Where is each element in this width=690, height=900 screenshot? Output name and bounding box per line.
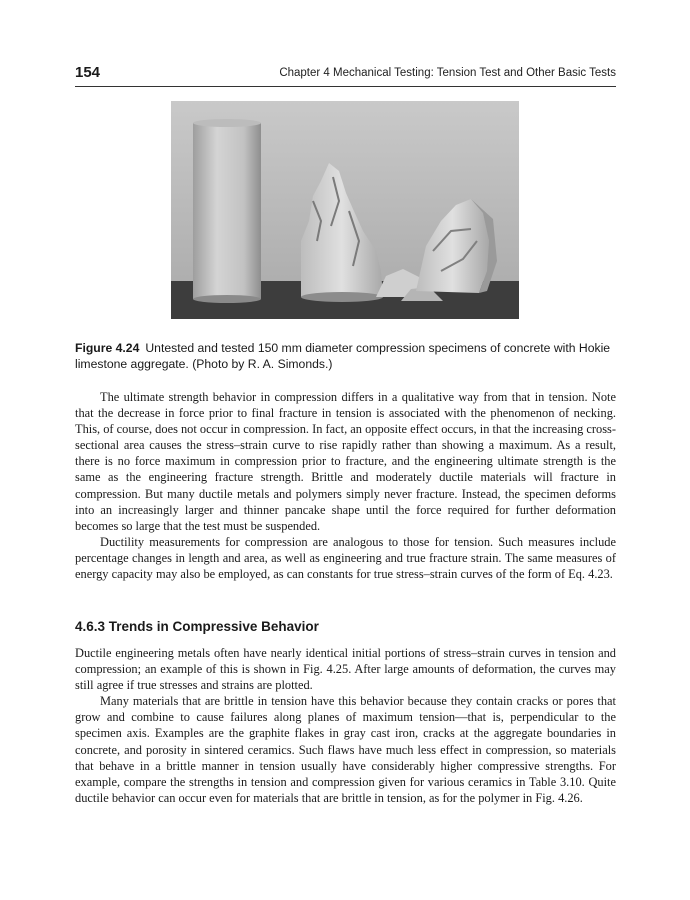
- page-number: 154: [75, 64, 101, 81]
- section-heading: 4.6.3 Trends in Compressive Behavior: [75, 619, 319, 634]
- figure-caption: [75, 340, 616, 372]
- paragraph: Many materials that are brittle in tension have this behavior because they contain cracks or pores that grow and combine to cause failures along planes of maximum tension—that is, perpendicular to the specimen axis. Examples are the graphite flakes in gray cast iron, cracks at the aggregate boundaries in concrete, and porosity in sintered ceramics. Such flaws have much less effect in compression, so materials that behave in a brittle manner in tension usually have considerably higher compressive strengths. For example, compare the strengths in tension and compression given for various ceramics in Table 3.10. Quite ductile behavior can occur even for materials that are brittle in tension, as for the polymer in Fig. 4.26.: [75, 694, 616, 805]
- running-title: Chapter 4 Mechanical Testing: Tension Test and Other Basic Tests: [279, 67, 616, 79]
- paragraph: Ductility measurements for compression are analogous to those for tension. Such measures include percentage changes in length and area, as well as engineering and true fracture strain. The same measures of energy capacity may also be employed, as can constants for true stress–strain curves of the form of Eq. 4.23.: [75, 534, 616, 582]
- figure-photo: [171, 101, 519, 319]
- body-text-block-2: [75, 645, 616, 806]
- figure-label: Figure 4.24: [75, 341, 140, 355]
- concrete-specimens-photo: [171, 101, 519, 319]
- paragraph: Ductile engineering metals often have nearly identical initial portions of stress–strain curves in tension and compression; an example of this is shown in Fig. 4.25. After large amounts of deformation, the curves may still agree if true stresses and strains are plotted.: [75, 646, 616, 693]
- figure-caption-text: Untested and tested 150 mm diameter compression specimens of concrete with Hokie limestone aggregate. (Photo by R. A. Simonds.): [75, 341, 611, 371]
- untested-cylinder: [193, 119, 261, 303]
- body-text-block-1: [75, 389, 616, 582]
- running-header: [75, 64, 616, 87]
- paragraph: The ultimate strength behavior in compression differs in a qualitative way from that in tension. Note that the decrease in force prior to final fracture in tension is associated with the phenomenon of necking. This, of course, does not occur in compression. In fact, an opposite effect occurs, in that the increasing cross-sectional area causes the stress–strain curve to rise rapidly rather than showing a maximum. As a result, there is no force maximum in compression prior to fracture, and the engineering ultimate strength is the same as the engineering fracture strength. Brittle and moderately ductile materials will fracture in compression. But many ductile metals and polymers simply never fracture. Instead, the specimen deforms into an increasingly larger and thinner pancake shape until the force required for further deformation becomes so large that the test must be suspended.: [75, 390, 617, 533]
